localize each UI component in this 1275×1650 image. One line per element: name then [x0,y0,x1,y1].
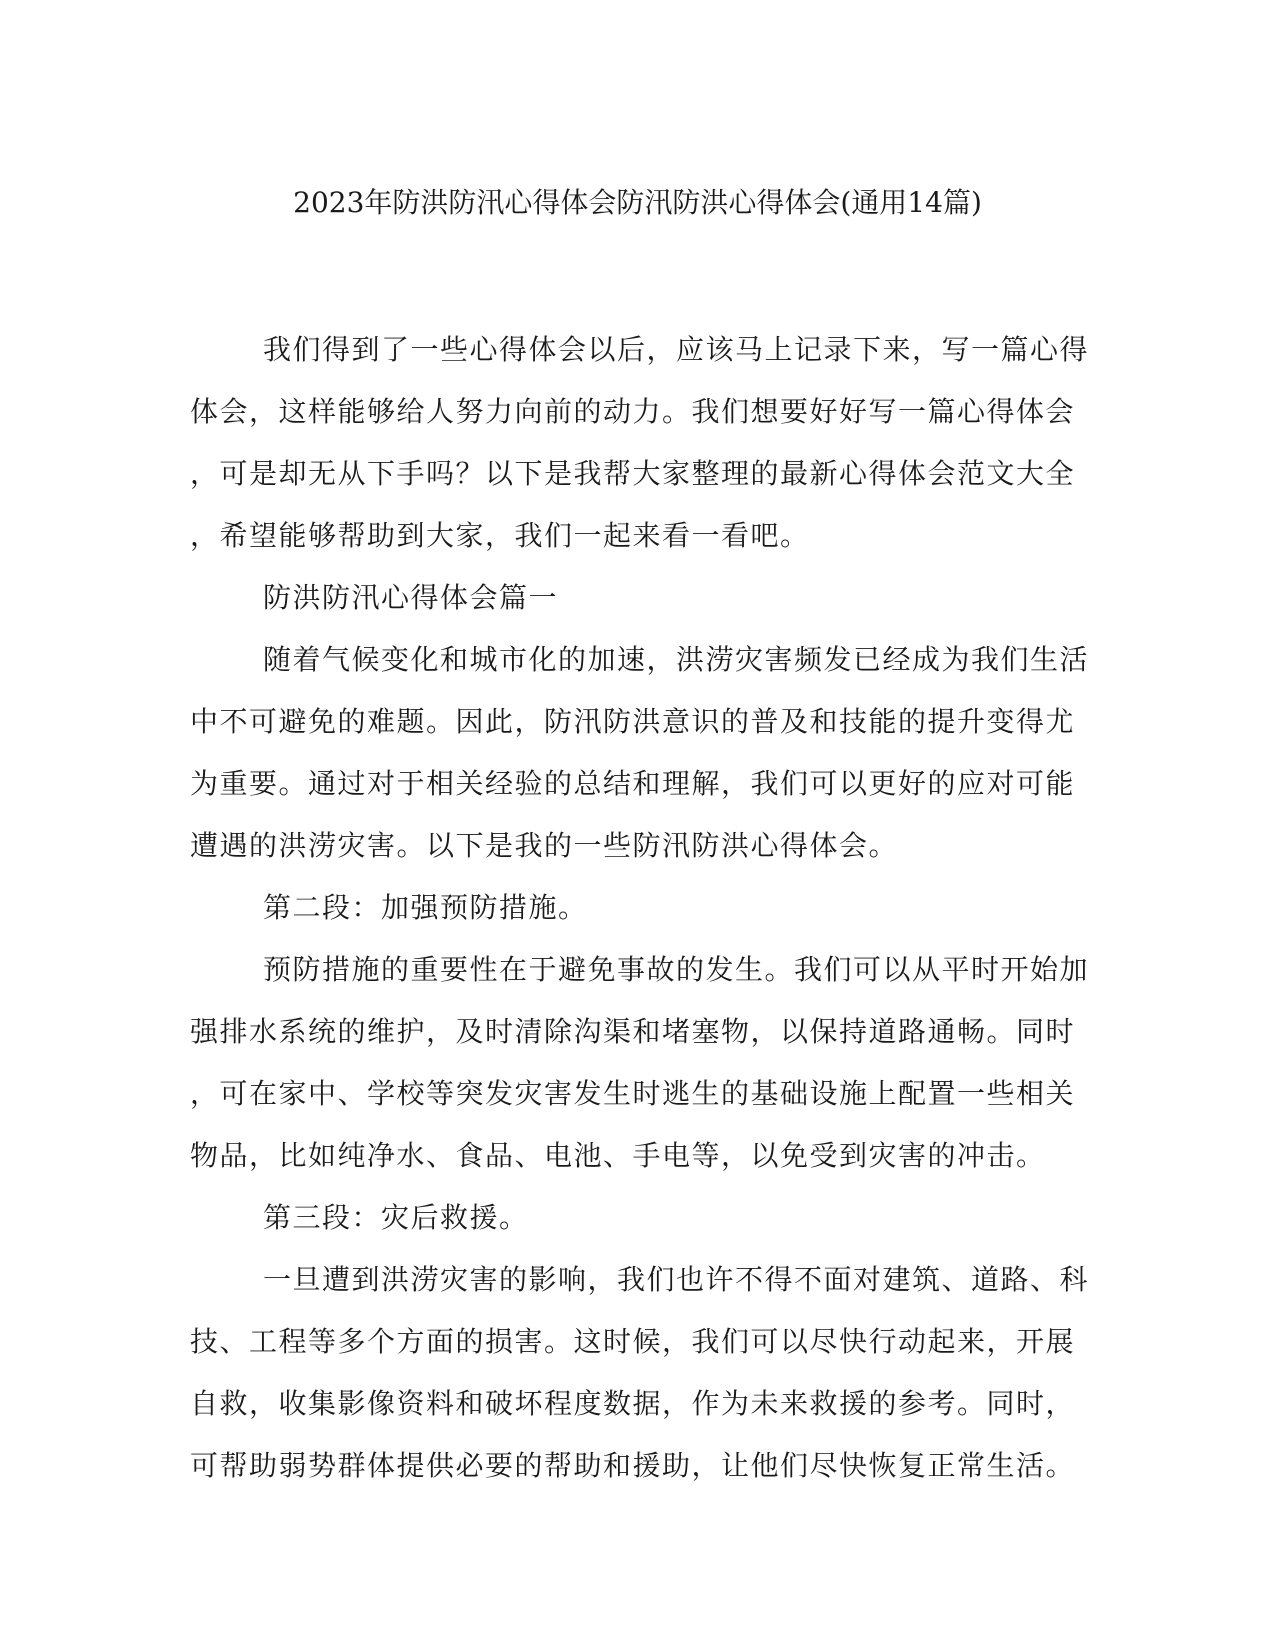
text-line: 中不可避免的难题。因此，防汛防洪意识的普及和技能的提升变得尤 [190,705,1076,738]
text-line: ，可在家中、学校等突发灾害发生时逃生的基础设施上配置一些相关 [190,1077,1076,1110]
text-line: 遭遇的洪涝灾害。以下是我的一些防汛防洪心得体会。 [190,829,899,862]
text-line: 自救，收集影像资料和破坏程度数据，作为未来救援的参考。同时， [190,1387,1076,1420]
text-line: 为重要。通过对于相关经验的总结和理解，我们可以更好的应对可能 [190,767,1076,800]
text-line: 防洪防汛心得体会篇一 [263,581,559,614]
text-line: 物品，比如纯净水、食品、电池、手电等，以免受到灾害的冲击。 [190,1139,1046,1172]
text-line: 预防措施的重要性在于避免事故的发生。我们可以从平时开始加 [263,953,1090,986]
text-line: 一旦遭到洪涝灾害的影响，我们也许不得不面对建筑、道路、科 [263,1263,1090,1296]
document-title: 2023年防洪防汛心得体会防汛防洪心得体会(通用14篇) [293,186,982,219]
text-line: 强排水系统的维护，及时清除沟渠和堵塞物，以保持道路通畅。同时 [190,1015,1076,1048]
document-body [190,330,1090,1508]
text-line: 随着气候变化和城市化的加速，洪涝灾害频发已经成为我们生活 [263,643,1090,676]
text-line: 可帮助弱势群体提供必要的帮助和援助，让他们尽快恢复正常生活。 [190,1449,1076,1482]
text-line: 第三段：灾后救援。 [263,1201,529,1234]
text-line: 第二段：加强预防措施。 [263,891,588,924]
text-line: 技、工程等多个方面的损害。这时候，我们可以尽快行动起来，开展 [190,1325,1076,1358]
text-line: 体会，这样能够给人努力向前的动力。我们想要好好写一篇心得体会 [190,395,1076,428]
text-line: ，可是却无从下手吗？以下是我帮大家整理的最新心得体会范文大全 [190,457,1076,490]
text-line: 我们得到了一些心得体会以后，应该马上记录下来，写一篇心得 [263,333,1090,366]
text-line: ，希望能够帮助到大家，我们一起来看一看吧。 [190,519,810,552]
